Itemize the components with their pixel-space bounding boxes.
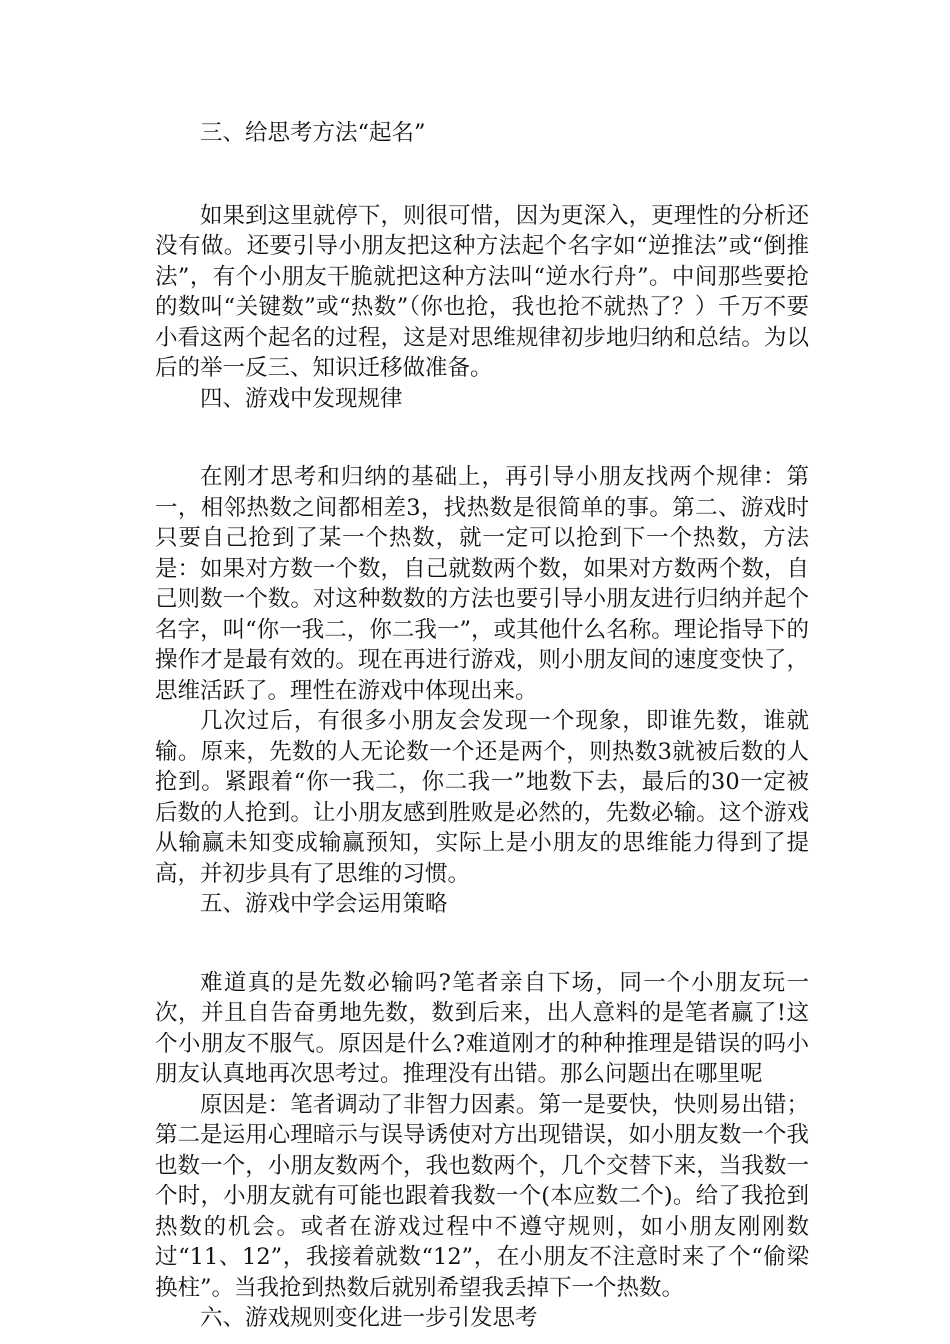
paragraph: 难道真的是先数必输吗?笔者亲自下场，同一个小朋友玩一次，并且自告奋勇地先数，数到后来，出人意料的是笔者赢了!这个小朋友不服气。原因是什么?难道刚才的种种推理是错误的吗小朋友认真地再次思考过。推理没有出错。那么问题出在哪里呢 [155,969,809,1087]
paragraph: 如果到这里就停下，则很可惜，因为更深入，更理性的分析还没有做。还要引导小朋友把这种方法起个名字如“逆推法”或“倒推法”，有个小朋友干脆就把这种方法叫“逆水行舟”。中间那些要抢的数叫“关键数”或“热数”（你也抢，我也抢不就热了？）千万不要小看这两个起名的过程，这是对思维规律初步地归纳和总结。为以后的举一反三、知识迁移做准备。 [155,202,809,381]
section-heading-4: 四、游戏中发现规律 [200,385,403,412]
spacer [155,149,809,201]
section-heading-3: 三、给思考方法“起名” [200,120,426,146]
paragraph: 几次过后，有很多小朋友会发现一个现象，即谁先数，谁就输。原来，先数的人无论数一个还是两个，则热数3就被后数的人抢到。紧跟着“你一我二，你二我一”地数下去，最后的30一定被后数的人抢到。让小朋友感到胜败是必然的，先数必输。这个游戏从输赢未知变成输赢预知，实际上是小朋友的思维能力得到了提高，并初步具有了思维的习惯。 [155,708,809,887]
paragraph: 原因是：笔者调动了非智力因素。第一是要快，快则易出错；第二是运用心理暗示与误导诱使对方出现错误，如小朋友数一个我也数一个，小朋友数两个，我也数两个，几个交替下来，当我数一个时，小朋友就有可能也跟着我数一个(本应数二个)。给了我抢到热数的机会。或者在游戏过程中不遵守规则，如小朋友刚刚数过“11、12”，我接着就数“12”，在小朋友不注意时来了个“偷梁换柱”。当我抢到热数后就别希望我丢掉下一个热数。 [155,1091,809,1301]
section-heading-5: 五、游戏中学会运用策略 [200,891,448,917]
section-heading-6: 六、游戏规则变化进一步引发思考 [200,1305,538,1331]
spacer [155,414,809,462]
paragraph: 在刚才思考和归纳的基础上，再引导小朋友找两个规律：第一，相邻热数之间都相差3，找热数是很简单的事。第二、游戏时只要自己抢到了某一个热数，就一定可以抢到下一个热数，方法是：如果对方数一个数，自己就数两个数，如果对方数两个数，自己则数一个数。对这种数数的方法也要引导小朋友进行归纳并起个名字，叫“你一我二，你二我一”，或其他什么名称。理论指导下的操作才是最有效的。现在再进行游戏，则小朋友间的速度变快了，思维活跃了。理性在游戏中体现出来。 [155,464,809,704]
spacer [155,920,809,968]
document-page [155,118,809,1334]
